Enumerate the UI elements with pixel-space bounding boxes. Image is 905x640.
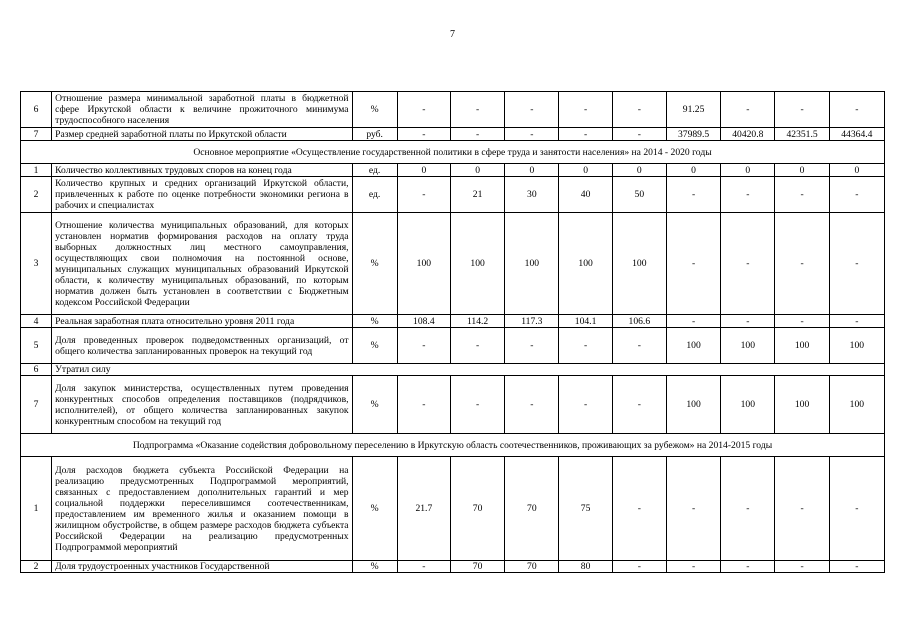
unit-cell: ед. bbox=[352, 164, 397, 177]
value-cell: 42351.5 bbox=[775, 128, 829, 141]
indicator-name: Утратил силу bbox=[52, 364, 885, 376]
unit-cell: % bbox=[352, 315, 397, 328]
value-cell: - bbox=[666, 561, 720, 573]
value-cell: 44364.4 bbox=[829, 128, 884, 141]
row-number: 7 bbox=[21, 376, 52, 434]
unit-cell: % bbox=[352, 376, 397, 434]
value-cell: - bbox=[666, 177, 720, 213]
value-cell: - bbox=[612, 561, 666, 573]
value-cell: 0 bbox=[775, 164, 829, 177]
indicator-name: Доля расходов бюджета субъекта Российской Федерации на реализацию предусмотренных Подпрограммой мероприятий, связанных с предоставлением дополнительных гарантий и мер социальной поддержки переселившимся соотечественникам, предоставлением им временного жилья и оказанием помощи в жилищном обустройстве, в общем размере расходов бюджета субъекта Российской Федерации на реализацию предусмотренных Подпрограммой мероприятий bbox=[52, 457, 352, 561]
table-row bbox=[21, 315, 885, 328]
value-cell: - bbox=[450, 92, 504, 128]
value-cell: 100 bbox=[505, 213, 559, 315]
unit-cell: руб. bbox=[352, 128, 397, 141]
value-cell: - bbox=[721, 561, 775, 573]
value-cell: 100 bbox=[397, 213, 450, 315]
value-cell: 21.7 bbox=[397, 457, 450, 561]
value-cell: - bbox=[666, 457, 720, 561]
value-cell: - bbox=[775, 315, 829, 328]
value-cell: - bbox=[505, 128, 559, 141]
value-cell: 104.1 bbox=[559, 315, 612, 328]
value-cell: - bbox=[721, 457, 775, 561]
value-cell: - bbox=[505, 376, 559, 434]
row-number: 2 bbox=[21, 177, 52, 213]
value-cell: - bbox=[775, 457, 829, 561]
value-cell: 70 bbox=[450, 457, 504, 561]
value-cell: - bbox=[612, 457, 666, 561]
value-cell: - bbox=[666, 213, 720, 315]
value-cell: - bbox=[397, 92, 450, 128]
value-cell: - bbox=[559, 92, 612, 128]
value-cell: - bbox=[775, 213, 829, 315]
value-cell: 100 bbox=[829, 376, 884, 434]
value-cell: 0 bbox=[450, 164, 504, 177]
row-number: 3 bbox=[21, 213, 52, 315]
table-row bbox=[21, 92, 885, 128]
value-cell: - bbox=[450, 376, 504, 434]
value-cell: 100 bbox=[666, 328, 720, 364]
table-row bbox=[21, 457, 885, 561]
section-title: Подпрограмма «Оказание содействия добровольному переселению в Иркутскую область соотечественников, проживающих за рубежом» на 2014-2015 годы bbox=[21, 434, 885, 457]
value-cell: 40 bbox=[559, 177, 612, 213]
unit-cell: % bbox=[352, 328, 397, 364]
indicator-name: Доля трудоустроенных участников Государственной bbox=[52, 561, 352, 573]
value-cell: - bbox=[450, 128, 504, 141]
value-cell: 75 bbox=[559, 457, 612, 561]
value-cell: - bbox=[829, 213, 884, 315]
value-cell: - bbox=[829, 177, 884, 213]
value-cell: 70 bbox=[450, 561, 504, 573]
value-cell: - bbox=[721, 92, 775, 128]
value-cell: 70 bbox=[505, 561, 559, 573]
value-cell: - bbox=[397, 128, 450, 141]
value-cell: 30 bbox=[505, 177, 559, 213]
value-cell: - bbox=[505, 92, 559, 128]
value-cell: 114.2 bbox=[450, 315, 504, 328]
value-cell: 80 bbox=[559, 561, 612, 573]
value-cell: - bbox=[721, 315, 775, 328]
value-cell: - bbox=[559, 376, 612, 434]
page-number: 7 bbox=[450, 29, 455, 40]
table-row bbox=[21, 364, 885, 376]
table-row bbox=[21, 328, 885, 364]
value-cell: 70 bbox=[505, 457, 559, 561]
value-cell: - bbox=[559, 128, 612, 141]
table-row bbox=[21, 164, 885, 177]
value-cell: 100 bbox=[775, 376, 829, 434]
value-cell: - bbox=[397, 561, 450, 573]
value-cell: 100 bbox=[775, 328, 829, 364]
table-row bbox=[21, 177, 885, 213]
value-cell: - bbox=[612, 376, 666, 434]
value-cell: - bbox=[775, 92, 829, 128]
value-cell: 100 bbox=[829, 328, 884, 364]
row-number: 1 bbox=[21, 457, 52, 561]
value-cell: 108.4 bbox=[397, 315, 450, 328]
row-number: 4 bbox=[21, 315, 52, 328]
value-cell: - bbox=[397, 376, 450, 434]
value-cell: 100 bbox=[559, 213, 612, 315]
indicator-name: Количество крупных и средних организаций Иркутской области, привлеченных к работе по оценке потребности экономики региона в рабочих и специалистах bbox=[52, 177, 352, 213]
value-cell: - bbox=[397, 328, 450, 364]
value-cell: - bbox=[829, 457, 884, 561]
section-header-row bbox=[21, 141, 885, 164]
indicators-table bbox=[20, 91, 885, 573]
value-cell: - bbox=[450, 328, 504, 364]
indicator-name: Количество коллективных трудовых споров на конец года bbox=[52, 164, 352, 177]
value-cell: 106.6 bbox=[612, 315, 666, 328]
value-cell: 37989.5 bbox=[666, 128, 720, 141]
unit-cell: % bbox=[352, 561, 397, 573]
value-cell: 21 bbox=[450, 177, 504, 213]
value-cell: 0 bbox=[559, 164, 612, 177]
value-cell: - bbox=[775, 177, 829, 213]
indicator-name: Отношение размера минимальной заработной платы в бюджетной сфере Иркутской области к величине прожиточного минимума трудоспособного населения bbox=[52, 92, 352, 128]
value-cell: - bbox=[612, 328, 666, 364]
indicator-name: Доля закупок министерства, осуществленных путем проведения конкурентных способов определения поставщиков (подрядчиков, исполнителей), от общего количества запланированных закупок конкурентным способом на текущий год bbox=[52, 376, 352, 434]
value-cell: 100 bbox=[666, 376, 720, 434]
value-cell: - bbox=[505, 328, 559, 364]
indicator-name: Отношение количества муниципальных образований, для которых установлен норматив формирования расходов на оплату труда выборных должностных лиц местного самоуправления, осуществляющих свои полномочия на постоянной основе, муниципальных служащих муниципальных образований Иркутской области, к количеству муниципальных образований, по которым норматив должен быть установлен в соответствии с Бюджетным кодексом Российской Федерации bbox=[52, 213, 352, 315]
section-title: Основное мероприятие «Осуществление государственной политики в сфере труда и занятости населения» на 2014 - 2020 годы bbox=[21, 141, 885, 164]
unit-cell: ед. bbox=[352, 177, 397, 213]
row-number: 2 bbox=[21, 561, 52, 573]
value-cell: 0 bbox=[829, 164, 884, 177]
value-cell: 0 bbox=[397, 164, 450, 177]
value-cell: 40420.8 bbox=[721, 128, 775, 141]
value-cell: 0 bbox=[666, 164, 720, 177]
value-cell: 0 bbox=[505, 164, 559, 177]
unit-cell: % bbox=[352, 213, 397, 315]
table-row bbox=[21, 213, 885, 315]
value-cell: 100 bbox=[721, 376, 775, 434]
value-cell: - bbox=[829, 92, 884, 128]
value-cell: - bbox=[559, 328, 612, 364]
row-number: 6 bbox=[21, 364, 52, 376]
value-cell: - bbox=[612, 128, 666, 141]
value-cell: 50 bbox=[612, 177, 666, 213]
value-cell: 0 bbox=[721, 164, 775, 177]
row-number: 1 bbox=[21, 164, 52, 177]
value-cell: - bbox=[775, 561, 829, 573]
value-cell: 100 bbox=[450, 213, 504, 315]
value-cell: - bbox=[829, 561, 884, 573]
table-row bbox=[21, 376, 885, 434]
indicator-name: Размер средней заработной платы по Иркутской области bbox=[52, 128, 352, 141]
section-header-row bbox=[21, 434, 885, 457]
indicator-name: Реальная заработная плата относительно уровня 2011 года bbox=[52, 315, 352, 328]
value-cell: 0 bbox=[612, 164, 666, 177]
table-row bbox=[21, 561, 885, 573]
value-cell: 117.3 bbox=[505, 315, 559, 328]
value-cell: - bbox=[397, 177, 450, 213]
value-cell: - bbox=[829, 315, 884, 328]
value-cell: 100 bbox=[612, 213, 666, 315]
row-number: 5 bbox=[21, 328, 52, 364]
unit-cell: % bbox=[352, 457, 397, 561]
value-cell: 91.25 bbox=[666, 92, 720, 128]
unit-cell: % bbox=[352, 92, 397, 128]
value-cell: 100 bbox=[721, 328, 775, 364]
row-number: 7 bbox=[21, 128, 52, 141]
value-cell: - bbox=[612, 92, 666, 128]
value-cell: - bbox=[666, 315, 720, 328]
table-row bbox=[21, 128, 885, 141]
value-cell: - bbox=[721, 213, 775, 315]
indicator-name: Доля проведенных проверок подведомственных организаций, от общего количества запланированных проверок на текущий год bbox=[52, 328, 352, 364]
value-cell: - bbox=[721, 177, 775, 213]
row-number: 6 bbox=[21, 92, 52, 128]
